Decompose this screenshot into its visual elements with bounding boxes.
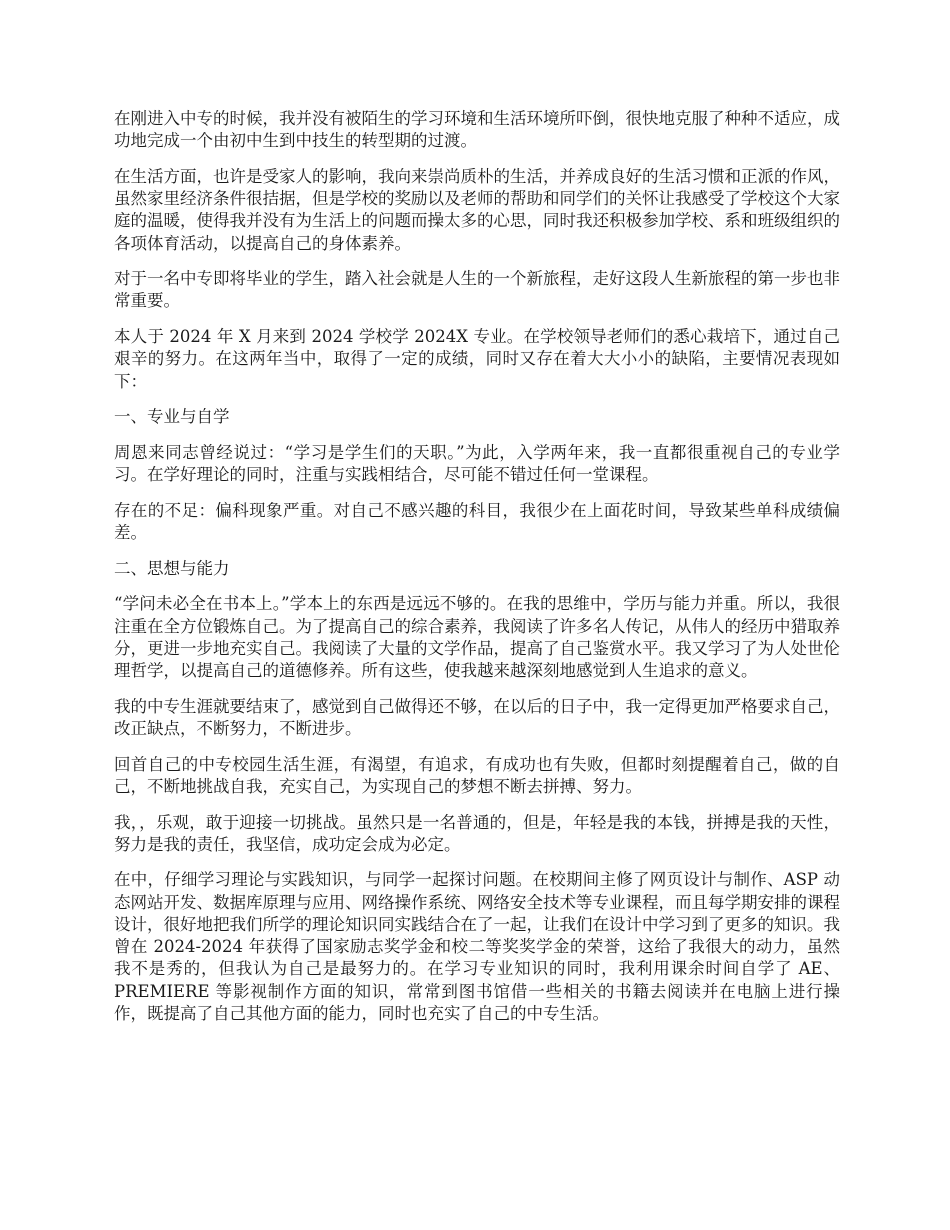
paragraph-ending: 我的中专生涯就要结束了，感觉到自己做得还不够，在以后的日子中，我一定得更加严格要求自己，改正缺点，不断努力，不断进步。 [114,696,840,738]
paragraph-new-journey: 对于一名中专即将毕业的学生，踏入社会就是人生的一个新旅程，走好这段人生新旅程的第一步也非常重要。 [114,269,840,311]
paragraph-optimism: 我，，乐观，敢于迎接一切挑战。虽然只是一名普通的，但是，年轻是我的本钱，拼搏是我的天性，努力是我的责任，我坚信，成功定会成为必定。 [114,812,840,854]
paragraph-review: 回首自己的中专校园生活生涯，有渴望，有追求，有成功也有失败，但都时刻提醒着自己，做的自己，不断地挑战自我，充实自己，为实现自己的梦想不断去拼搏、努力。 [114,754,840,796]
paragraph-shortcoming: 存在的不足：偏科现象严重。对自己不感兴趣的科目，我很少在上面花时间，导致某些单科成绩偏差。 [114,500,840,543]
paragraph-study: 周恩来同志曾经说过：“学习是学生们的天职。”为此，入学两年来，我一直都很重视自己的专业学习。在学好理论的同时，注重与实践相结合，尽可能不错过任何一堂课程。 [114,442,840,485]
section-heading-thought: 二、思想与能力 [114,558,230,578]
paragraph-thought: “学问未必全在书本上。”学本上的东西是远远不够的。在我的思维中，学历与能力并重。所以，我很注重在全方位锻炼自己。为了提高自己的综合素养，我阅读了许多名人传记，从伟人的经历中猎取养分，更进一步地充实自己。我阅读了大量的文学作品，提高了自己鉴赏水平。我又学习了为人处世伦理哲学，以提高自己的道德修养。所有这些，使我越来越深刻地感觉到人生追求的意义。 [114,594,840,681]
paragraph-transition: 在刚进入中专的时候，我并没有被陌生的学习环境和生活环境所吓倒，很快地克服了种种不适应，成功地完成一个由初中生到中技生的转型期的过渡。 [114,109,840,151]
document-body [114,108,840,1038]
paragraph-courses: 在中，仔细学习理论与实践知识，与同学一起探讨问题。在校期间主修了网页设计与制作、ASP 动态网站开发、数据库原理与应用、网络操作系统、网络安全技术等专业课程，而且每学期安排的课程设计，很好地把我们所学的理论知识同实践结合在了一起，让我们在设计中学习到了更多的知识。我曾在 2024-2024 年获得了国家励志奖学金和校二等奖奖学金的荣誉，这给了我很大的动力，虽然我不是秀的，但我认为自己是最努力的。在学习专业知识的同时，我利用课余时间自学了 AE、PREMIERE 等影视制作方面的知识，常常到图书馆借一些相关的书籍去阅读并在电脑上进行操作，既提高了自己其他方面的能力，同时也充实了自己的中专生活。 [114,870,840,1023]
section-heading-study: 一、专业与自学 [114,407,230,427]
paragraph-intro: 本人于 2024 年 X 月来到 2024 学校学 2024X 专业。在学校领导老师们的悉心栽培下，通过自己艰辛的努力。在这两年当中，取得了一定的成绩，同时又存在着大大小小的缺陷，主要情况表现如下： [114,327,840,391]
paragraph-life: 在生活方面，也许是受家人的影响，我向来崇尚质朴的生活，并养成良好的生活习惯和正派的作风，虽然家里经济条件很拮据，但是学校的奖励以及老师的帮助和同学们的关怀让我感受了学校这个大家庭的温暖，使得我并没有为生活上的问题而操太多的心思，同时我还积极参加学校、系和班级组织的各项体育活动，以提高自己的身体素养。 [114,166,840,253]
